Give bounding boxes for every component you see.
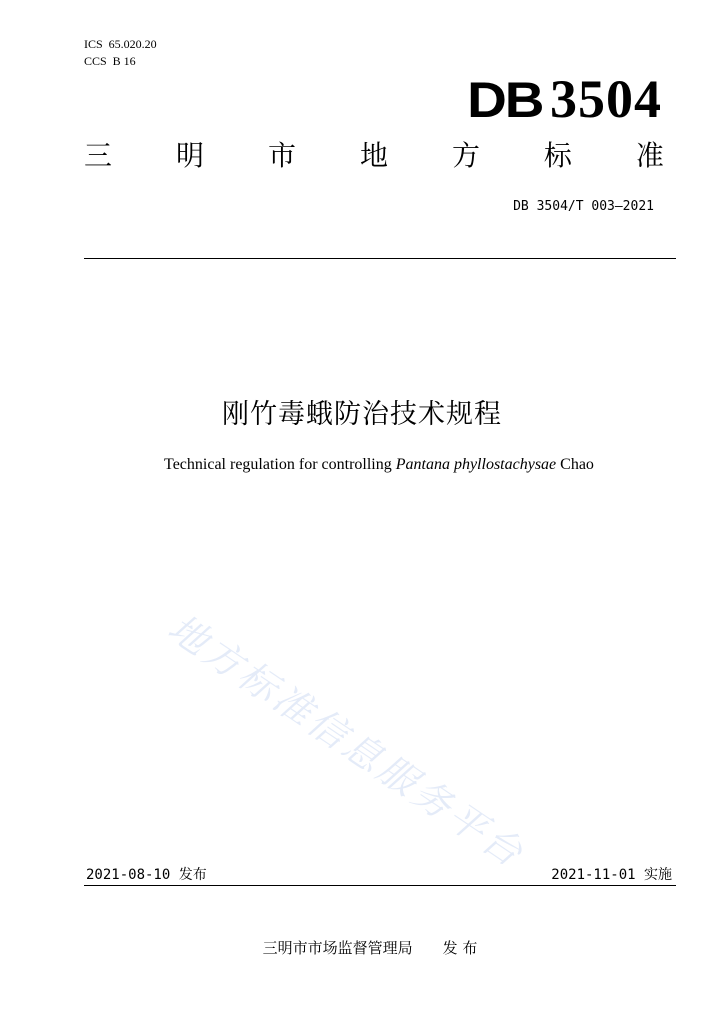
- english-title-suffix: Chao: [556, 456, 594, 473]
- standard-type-title: [84, 138, 664, 174]
- standard-type-char: 明: [175, 139, 204, 172]
- issue-date: 2021-08-10 发布: [86, 867, 207, 883]
- publisher-action: 发 布: [442, 939, 478, 957]
- english-title-species: Pantana phyllostachysae: [395, 456, 557, 473]
- watermark: 地方标准信息服务平台: [160, 605, 534, 877]
- db-logo-prefix: DB: [466, 72, 542, 128]
- standard-type-char: 三: [84, 139, 113, 172]
- ccs-code: CCS B 16: [84, 54, 136, 68]
- standard-type-char: 市: [267, 139, 296, 172]
- standard-type-char: 准: [635, 139, 664, 172]
- implementation-date: 2021-11-01 实施: [551, 867, 672, 883]
- db-logo: [466, 68, 662, 130]
- ics-code: ICS 65.020.20: [84, 37, 157, 51]
- standard-type-char: 标: [543, 139, 572, 172]
- standard-code: DB 3504/T 003—2021: [513, 199, 654, 214]
- publisher: [0, 937, 724, 958]
- publisher-name: 三明市市场监督管理局: [262, 939, 413, 957]
- footer-divider: [84, 885, 676, 886]
- english-title: [0, 456, 724, 474]
- chinese-title: 刚竹毒蛾防治技术规程: [222, 399, 502, 430]
- standard-type-char: 方: [451, 139, 480, 172]
- db-logo-number: 3504: [550, 69, 662, 129]
- standard-type-char: 地: [359, 139, 388, 172]
- english-title-prefix: Technical regulation for controlling: [164, 456, 396, 473]
- classification-codes: [84, 36, 157, 70]
- header-divider: [84, 258, 676, 259]
